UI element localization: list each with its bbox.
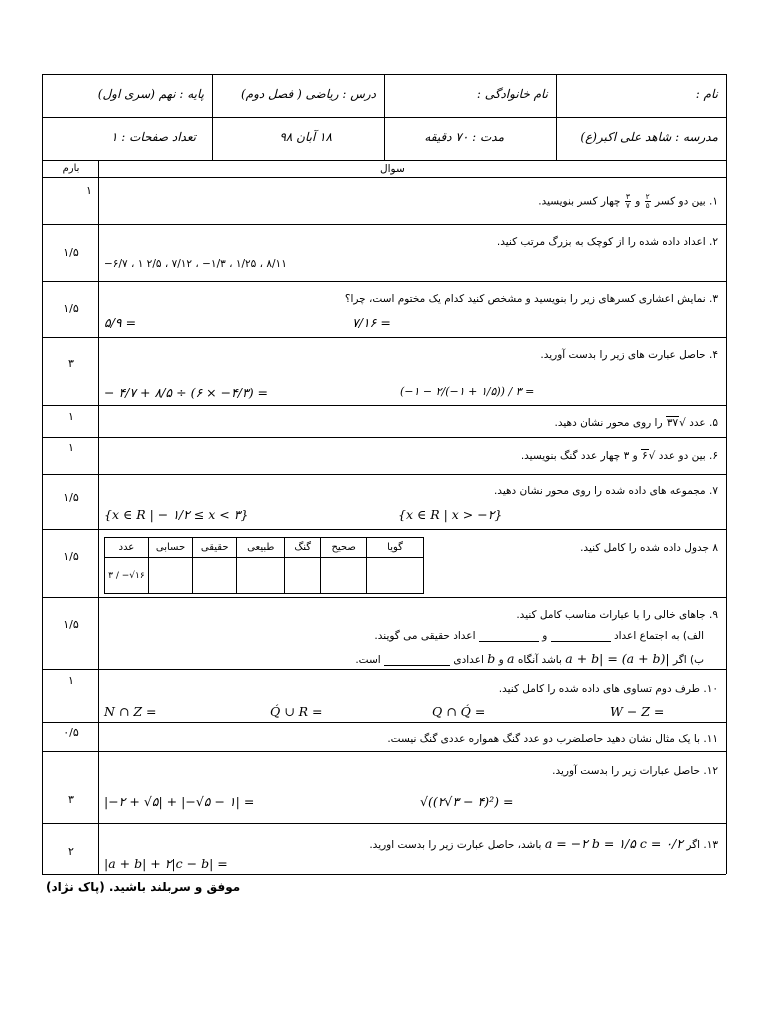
table-blank-cell	[285, 558, 321, 594]
question-9: ۹. جاهای خالی را با عبارات مناسب کامل کنید.	[516, 609, 718, 621]
question-3-expr-right: ۷/۱۶ =	[352, 315, 391, 330]
closing-message: موفق و سربلند باشید. (پاک نژاد)	[46, 880, 241, 894]
question-5: ۵. عدد √۳۷ را روی محور نشان دهید.	[554, 417, 718, 429]
question-4-expr-right: (−۱ − ۲/(−۱ + ۱/۵)) / ۳ =	[400, 385, 535, 398]
score-q5: ۱	[68, 410, 74, 423]
table-header-cell: طبیعی	[237, 538, 285, 558]
table-blank-cell	[148, 558, 192, 594]
blank	[479, 641, 539, 642]
question-13-expr: |a + b| + ۲|c − b| =	[104, 856, 228, 871]
table-header-cell: گویا	[367, 538, 424, 558]
fraction-3-7: $\frac{۳}{۷}$	[625, 192, 630, 210]
blank	[384, 665, 450, 666]
question-column-header: سوال	[380, 163, 405, 175]
number-item: ۱ ۲/۵	[137, 258, 162, 270]
score-q2: ۱/۵	[63, 246, 79, 259]
fraction-2-5: $\frac{۲}{۵}$	[645, 192, 650, 210]
score-q13: ۲	[68, 845, 74, 858]
number-item: −۶/۷	[104, 258, 128, 270]
name-label: نام :	[695, 87, 718, 101]
course-label: درس : ریاضی ( فصل دوم)	[240, 87, 376, 101]
duration-label: مدت : ۷۰ دقیقه	[424, 130, 504, 144]
grade-label: پایه : نهم (سری اول)	[97, 87, 204, 101]
number-item: −۱/۳	[202, 258, 226, 270]
number-item: ۱/۲۵	[235, 258, 257, 270]
question-3: ۳. نمایش اعشاری کسرهای زیر را بنویسید و مشخص کنید کدام یک مختوم است، چرا؟	[344, 293, 718, 305]
question-11: ۱۱. با یک مثال نشان دهید حاصلضرب دو عدد گنگ همواره عددی گنگ نیست.	[387, 733, 718, 745]
question-4-expr-left: − ۴/۷ + ۸/۵ ÷ (۶ × −۴/۳) =	[104, 385, 269, 400]
question-1: ۱. بین دو کسر $\frac{۲}{۵}$ و $\frac{۳}{۷}$ چهار کسر بنویسید.	[538, 192, 718, 210]
score-q4: ۳	[68, 357, 74, 370]
score-q11: ۰/۵	[63, 726, 79, 739]
table-blank-cell	[237, 558, 285, 594]
table-blank-cell	[367, 558, 424, 594]
score-q6: ۱	[68, 441, 74, 454]
score-q9: ۱/۵	[63, 618, 79, 631]
question-2: ۲. اعداد داده شده را از کوچک به بزرگ مرتب کنید.	[496, 236, 718, 248]
question-9-line-b: ب) اگر |a + b| = (a + b) باشد آنگاه a و b اعدادی است.	[355, 651, 704, 666]
question-7-set-right: {x ∈ R | x > −۲}	[398, 507, 503, 522]
question-10-expr-4: W − Z =	[610, 704, 665, 719]
pages-label: تعداد صفحات : ۱	[110, 130, 196, 144]
number-item: ۷/۱۲	[171, 258, 193, 270]
question-9-line-a: الف) به اجتماع اعداد و اعداد حقیقی می گویند.	[374, 630, 704, 642]
score-column-header: بارم	[62, 163, 80, 174]
number-item: ۸/۱۱	[266, 258, 287, 270]
question-7-set-left: {x ∈ R | − ۱/۲ ≤ x < ۳}	[104, 507, 249, 522]
question-2-numbers: −۶/۷ ، ۱ ۲/۵ ، ۷/۱۲ ، −۱/۳ ، ۱/۲۵ ، ۸/۱۱	[104, 258, 287, 270]
table-header-cell: حسابی	[148, 538, 192, 558]
score-q3: ۱/۵	[63, 302, 79, 315]
question-12-expr-right: √((۲√۳ − ۴)²) =	[420, 794, 514, 809]
question-8: ۸ جدول داده شده را کامل کنید.	[580, 542, 718, 554]
score-q10: ۱	[68, 674, 74, 687]
score-q8: ۱/۵	[63, 550, 79, 563]
blank	[551, 641, 611, 642]
radical-6: ۶	[642, 450, 648, 462]
school-label: مدرسه : شاهد علی اکبر(ع)	[580, 130, 718, 144]
question-3-expr-left: ۵/۹ =	[104, 315, 137, 330]
question-10-expr-3: Q ∩ Q́ =	[432, 704, 486, 719]
table-blank-cell	[193, 558, 237, 594]
question-4: ۴. حاصل عبارت های زیر را بدست آورید.	[540, 349, 718, 361]
question-7: ۷. مجموعه های داده شده را روی محور نشان دهید.	[493, 485, 718, 497]
family-name-label: نام خانوادگی :	[476, 87, 548, 101]
table-header-cell: حقیقی	[193, 538, 237, 558]
table-value-cell: ۳ / −√۱۶	[105, 558, 149, 594]
question-12: ۱۲. حاصل عبارات زیر را بدست آورید.	[552, 765, 718, 777]
question-10-expr-2: Q́ ∪ R =	[270, 704, 323, 719]
question-12-expr-left: |−۲ + √۵| + |−√۵ − ۱| =	[104, 794, 255, 809]
table-header-cell: صحیح	[321, 538, 367, 558]
table-blank-cell	[321, 558, 367, 594]
question-10-expr-1: N ∩ Z =	[104, 704, 157, 719]
radical-37: ۳۷	[666, 417, 679, 429]
score-q1: ۱	[86, 184, 92, 197]
score-q7: ۱/۵	[63, 491, 79, 504]
table-header-cell: عدد	[105, 538, 149, 558]
question-6: ۶. بین دو عدد √۶ و ۳ چهار عدد گنگ بنویسید.	[520, 450, 718, 462]
question-13: ۱۳. اگر a = −۲ b = ۱/۵ c = ۰/۲ باشد، حاصل عبارت زیر را بدست اورید.	[369, 836, 718, 851]
score-q12: ۳	[68, 793, 74, 806]
question-10: ۱۰. طرف دوم تساوی های داده شده را کامل کنید.	[498, 683, 718, 695]
number-classification-table	[104, 537, 424, 594]
table-header-cell: گنگ	[285, 538, 321, 558]
date-label: ۱۸ آبان ۹۸	[279, 130, 332, 144]
